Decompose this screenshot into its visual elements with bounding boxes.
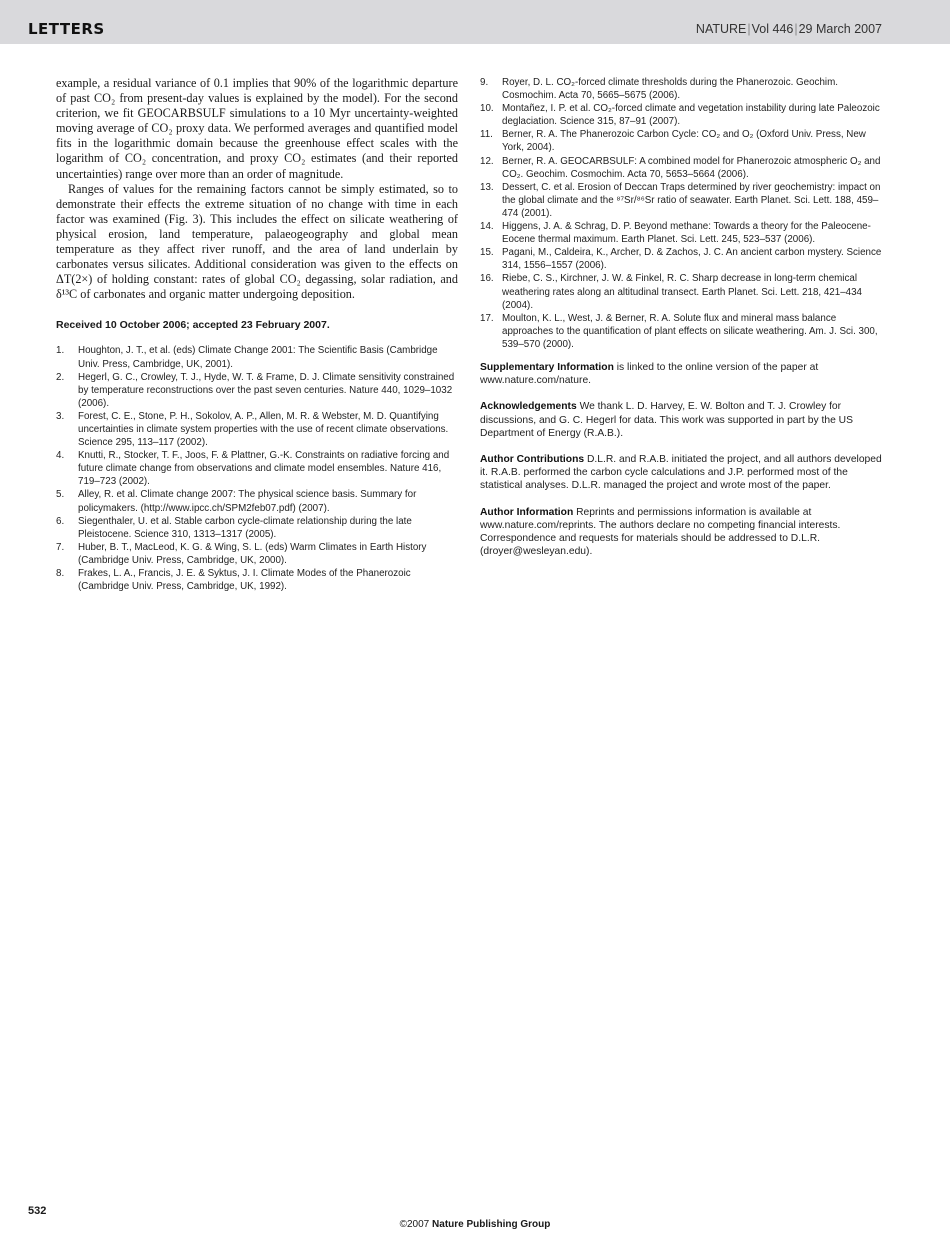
journal-date: 29 March 2007 [798,22,882,36]
acknowledgements: Acknowledgements We thank L. D. Harvey, E. W. Bolton and T. J. Crowley for discussions, and G. C. Hegerl for data. This work was supported in part by the US Department of Energy (R.A.B.). [480,401,853,439]
section-label: LETTERS [28,20,105,38]
supplementary-information: Supplementary Information is linked to the online version of the paper at www.nature.com/nature. [480,361,819,387]
reference-item: 9. Royer, D. L. CO₂-forced climate thresholds during the Phanerozoic. Geochim. Cosmochim. Acta 70, 5665–5675 (2006). [480,77,838,102]
right-column [480,76,883,571]
publisher-name: Nature Publishing Group [432,1219,551,1230]
reference-item: 13. Dessert, C. et al. Erosion of Deccan Traps determined by river geochemistry: impact on the global climate and the ⁸⁷Sr/⁸⁶Sr ratio of seawater. Earth Planet. Sci. Lett. 188, 459–474 (2001). [480,181,881,219]
page-header [0,0,950,44]
journal-name: NATURE [695,22,747,36]
body-paragraph-1: example, a residual variance of 0.1 implies that 90% of the logarithmic departure of past CO₂ from present-day values is explained by the model). For the second criterion, we fit GEOCARBSULF simulations to a 10 Myr uncertainty-weighted moving average of CO₂ proxy data. We performed averages and quantified model fits in the logarithmic domain because the greenhouse effect scales with the logarithm of CO₂ concentration, and proxy CO₂ estimates (and their reported uncertainties) range over more than an order of magnitude. [56,76,458,181]
reference-list-left [56,344,458,593]
reference-item: 15. Pagani, M., Caldeira, K., Archer, D. & Zachos, J. C. An ancient carbon mystery. Science 314, 1556–1557 (2006). [480,247,882,272]
reference-item: 1. Houghton, J. T., et al. (eds) Climate Change 2001: The Scientific Basis (Cambridge Univ. Press, Cambridge, UK, 2001). [56,345,438,370]
reference-item: 17. Moulton, K. L., West, J. & Berner, R. A. Solute flux and mineral mass balance approaches to the quantification of plant effects on silicate weathering. Am. J. Sci. 300, 539–570 (2000). [480,312,878,350]
copyright-line [0,1219,950,1230]
reference-item: 6. Siegenthaler, U. et al. Stable carbon cycle-climate relationship during the late Pleistocene. Science 310, 1313–1317 (2005). [56,515,412,540]
author-contributions: Author Contributions D.L.R. and R.A.B. initiated the project, and all authors developed it. R.A.B. performed the carbon cycle calculations and J.P. performed most of the statistical analyses. D.L.R. managed the project and wrote most of the paper. [480,453,882,492]
reference-item: 3. Forest, C. E., Stone, P. H., Sokolov, A. P., Allen, M. R. & Webster, M. D. Quantifying uncertainties in climate system properties with the use of recent climate observations. Science 295, 113–117 (2002). [56,410,449,449]
journal-info: NATURE|Vol 446|29 March 2007 [695,22,882,36]
received-dates: Received 10 October 2006; accepted 23 February 2007. [56,319,330,332]
reference-item: 16. Riebe, C. S., Kirchner, J. W. & Finkel, R. C. Sharp decrease in long-term chemical weathering rates along an altitudinal transect. Earth Planet. Sci. Lett. 218, 421–434 (2004). [480,273,862,311]
page-number: 532 [28,1205,47,1217]
reference-item: 12. Berner, R. A. GEOCARBSULF: A combined model for Phanerozoic atmospheric O₂ and CO₂. Geochim. Cosmochim. Acta 70, 5653–5664 (2006). [480,155,881,180]
reference-list-right [480,76,883,351]
left-column [56,76,458,593]
body-paragraph-2: Ranges of values for the remaining factors cannot be simply estimated, so to demonstrate their effects the extreme situation of no change with time in each factor was examined (Fig. 3). This includes the effect on silicate weathering of physical erosion, land temperature, palaeogeography and global mean temperature as they affect river runoff, and the area of land underlain by carbonates versus silicates. Additional consideration was given to the effects on ΔT(2×) of holding constant: rates of global CO₂ degassing, solar radiation, and δ¹³C of carbonates and organic matter undergoing deposition. [56,181,458,302]
reference-item: 10. Montañez, I. P. et al. CO₂-forced climate and vegetation instability during late Paleozoic deglaciation. Science 315, 87–91 (2007). [480,103,880,128]
reference-item: 4. Knutti, R., Stocker, T. F., Joos, F. & Plattner, G.-K. Constraints on radiative forcing and future climate change from observations and climate model ensembles. Nature 416, 719–723 (2002). [56,450,450,488]
reference-item: 2. Hegerl, G. C., Crowley, T. J., Hyde, W. T. & Frame, D. J. Climate sensitivity constrained by temperature reconstructions over the past seven centuries. Nature 440, 1029–1032 (2006). [56,371,455,409]
reference-item: 14. Higgens, J. A. & Schrag, D. P. Beyond methane: Towards a theory for the Paleocene-Eocene thermal maximum. Earth Planet. Sci. Lett. 245, 523–537 (2006). [480,221,871,246]
copyright-year: ©2007 [399,1219,430,1230]
author-information: Author Information Reprints and permissions information is available at www.nature.com/reprints. The authors declare no competing financial interests. Correspondence and requests for materials should be addressed to D.L.R. (droyer@wesleyan.edu). [480,506,841,558]
journal-volume: Vol 446 [751,22,794,36]
reference-item: 11. Berner, R. A. The Phanerozoic Carbon Cycle: CO₂ and O₂ (Oxford Univ. Press, New York, 2004). [480,129,866,154]
reference-item: 8. Frakes, L. A., Francis, J. E. & Syktus, J. I. Climate Modes of the Phanerozoic (Cambridge Univ. Press, Cambridge, UK, 1992). [56,568,411,593]
reference-item: 7. Huber, B. T., MacLeod, K. G. & Wing, S. L. (eds) Warm Climates in Earth History (Cambridge Univ. Press, Cambridge, UK, 2000). [56,541,427,566]
reference-item: 5. Alley, R. et al. Climate change 2007: The physical science basis. Summary for policymakers. (http://www.ipcc.ch/SPM2feb07.pdf) (2007). [56,489,417,514]
